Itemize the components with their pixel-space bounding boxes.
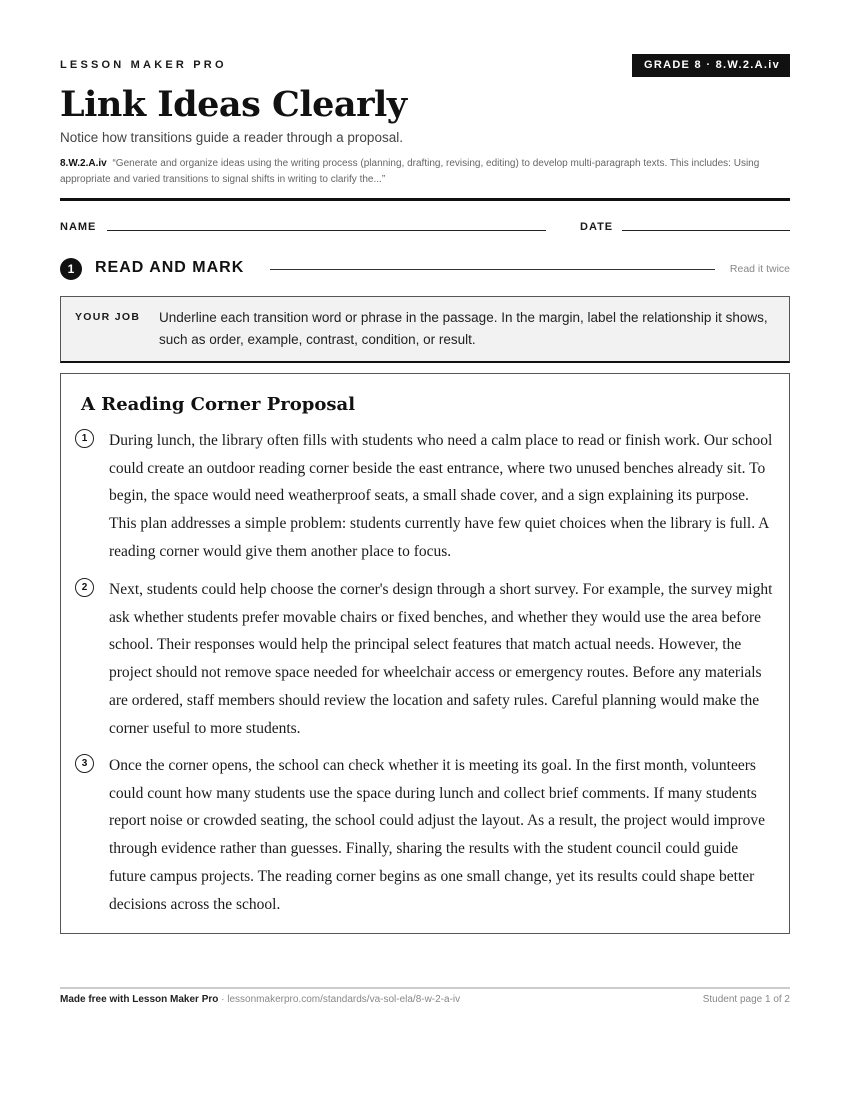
instructions-text: Underline each transition word or phrase in the passage. In the margin, label the relationship it shows, such as order, example, contrast, condition, or result. <box>159 310 768 347</box>
passage-title: A Reading Corner Proposal <box>81 394 356 415</box>
page-indicator: Student page 1 of 2 <box>702 994 790 1005</box>
paragraph-number: 3 <box>75 754 94 773</box>
page-subtitle: Notice how transitions guide a reader through a proposal. <box>60 130 403 145</box>
name-date-fields <box>60 219 790 235</box>
standard-text: “Generate and organize ideas using the writing process (planning, drafting, revising, editing) to develop multi-paragraph texts. This includes: Using appropriate and varied transitions to signal shifts in writing to clarify the...” <box>60 158 760 185</box>
paragraph-number: 2 <box>75 578 94 597</box>
brand-name: LESSON MAKER PRO <box>60 59 227 71</box>
instructions-label: YOUR JOB <box>75 311 141 323</box>
name-label: NAME <box>60 221 97 233</box>
footer-brand: Made free with Lesson Maker Pro <box>60 994 219 1005</box>
footer-credit <box>60 994 460 1005</box>
paragraph-text: Next, students could help choose the corner's design through a short survey. For example, the survey might ask whether students prefer movable chairs or fixed benches, and whether they would use the area before school. Their responses would help the principal select features that match actual needs. However, the project should not remove space needed for wheelchair access or emergency routes. Before any materials are ordered, staff members should review the location and safety rules. Careful planning would make the corner useful to more students. <box>109 581 773 737</box>
section-note: Read it twice <box>729 263 790 275</box>
standard-description <box>60 156 790 188</box>
section-rule <box>270 269 715 270</box>
header-divider <box>60 198 790 201</box>
section-title: READ AND MARK <box>95 259 245 276</box>
page-title: Link Ideas Clearly <box>60 84 407 125</box>
reading-passage <box>60 373 790 934</box>
instructions-box <box>60 296 790 363</box>
standard-code: 8.W.2.A.iv <box>60 158 107 169</box>
section-number: 1 <box>60 258 82 280</box>
date-field[interactable] <box>622 230 790 231</box>
grade-badge: GRADE 8 · 8.W.2.A.iv <box>632 54 790 77</box>
section-header <box>60 257 790 281</box>
name-field[interactable] <box>107 230 546 231</box>
paragraph-number: 1 <box>75 429 94 448</box>
paragraph-text: Once the corner opens, the school can check whether it is meeting its goal. In the first month, volunteers could count how many students use the space during lunch and collect brief comments. If many students report noise or crowded seating, the school could adjust the layout. As a result, the project would improve through evidence rather than guesses. Finally, sharing the results with the student council could guide future campus projects. The reading corner begins as one small change, yet its results could shape better decisions across the school. <box>109 757 766 913</box>
paragraph-text: During lunch, the library often fills with students who need a calm place to read or finish work. Our school could create an outdoor reading corner beside the east entrance, where two unused benches already sit. To begin, the space would need weatherproof seats, a small shade cover, and a sign explaining its purpose. This plan addresses a simple problem: students currently have few quiet choices when the library is full. A reading corner would give them another place to focus. <box>109 432 773 560</box>
footer <box>60 994 790 1010</box>
worksheet-page <box>60 0 790 1100</box>
date-label: DATE <box>580 221 614 233</box>
footer-divider <box>60 987 790 989</box>
brand-row <box>60 54 790 80</box>
footer-url[interactable]: · lessonmakerpro.com/standards/va-sol-ela/8-w-2-a-iv <box>218 994 461 1005</box>
